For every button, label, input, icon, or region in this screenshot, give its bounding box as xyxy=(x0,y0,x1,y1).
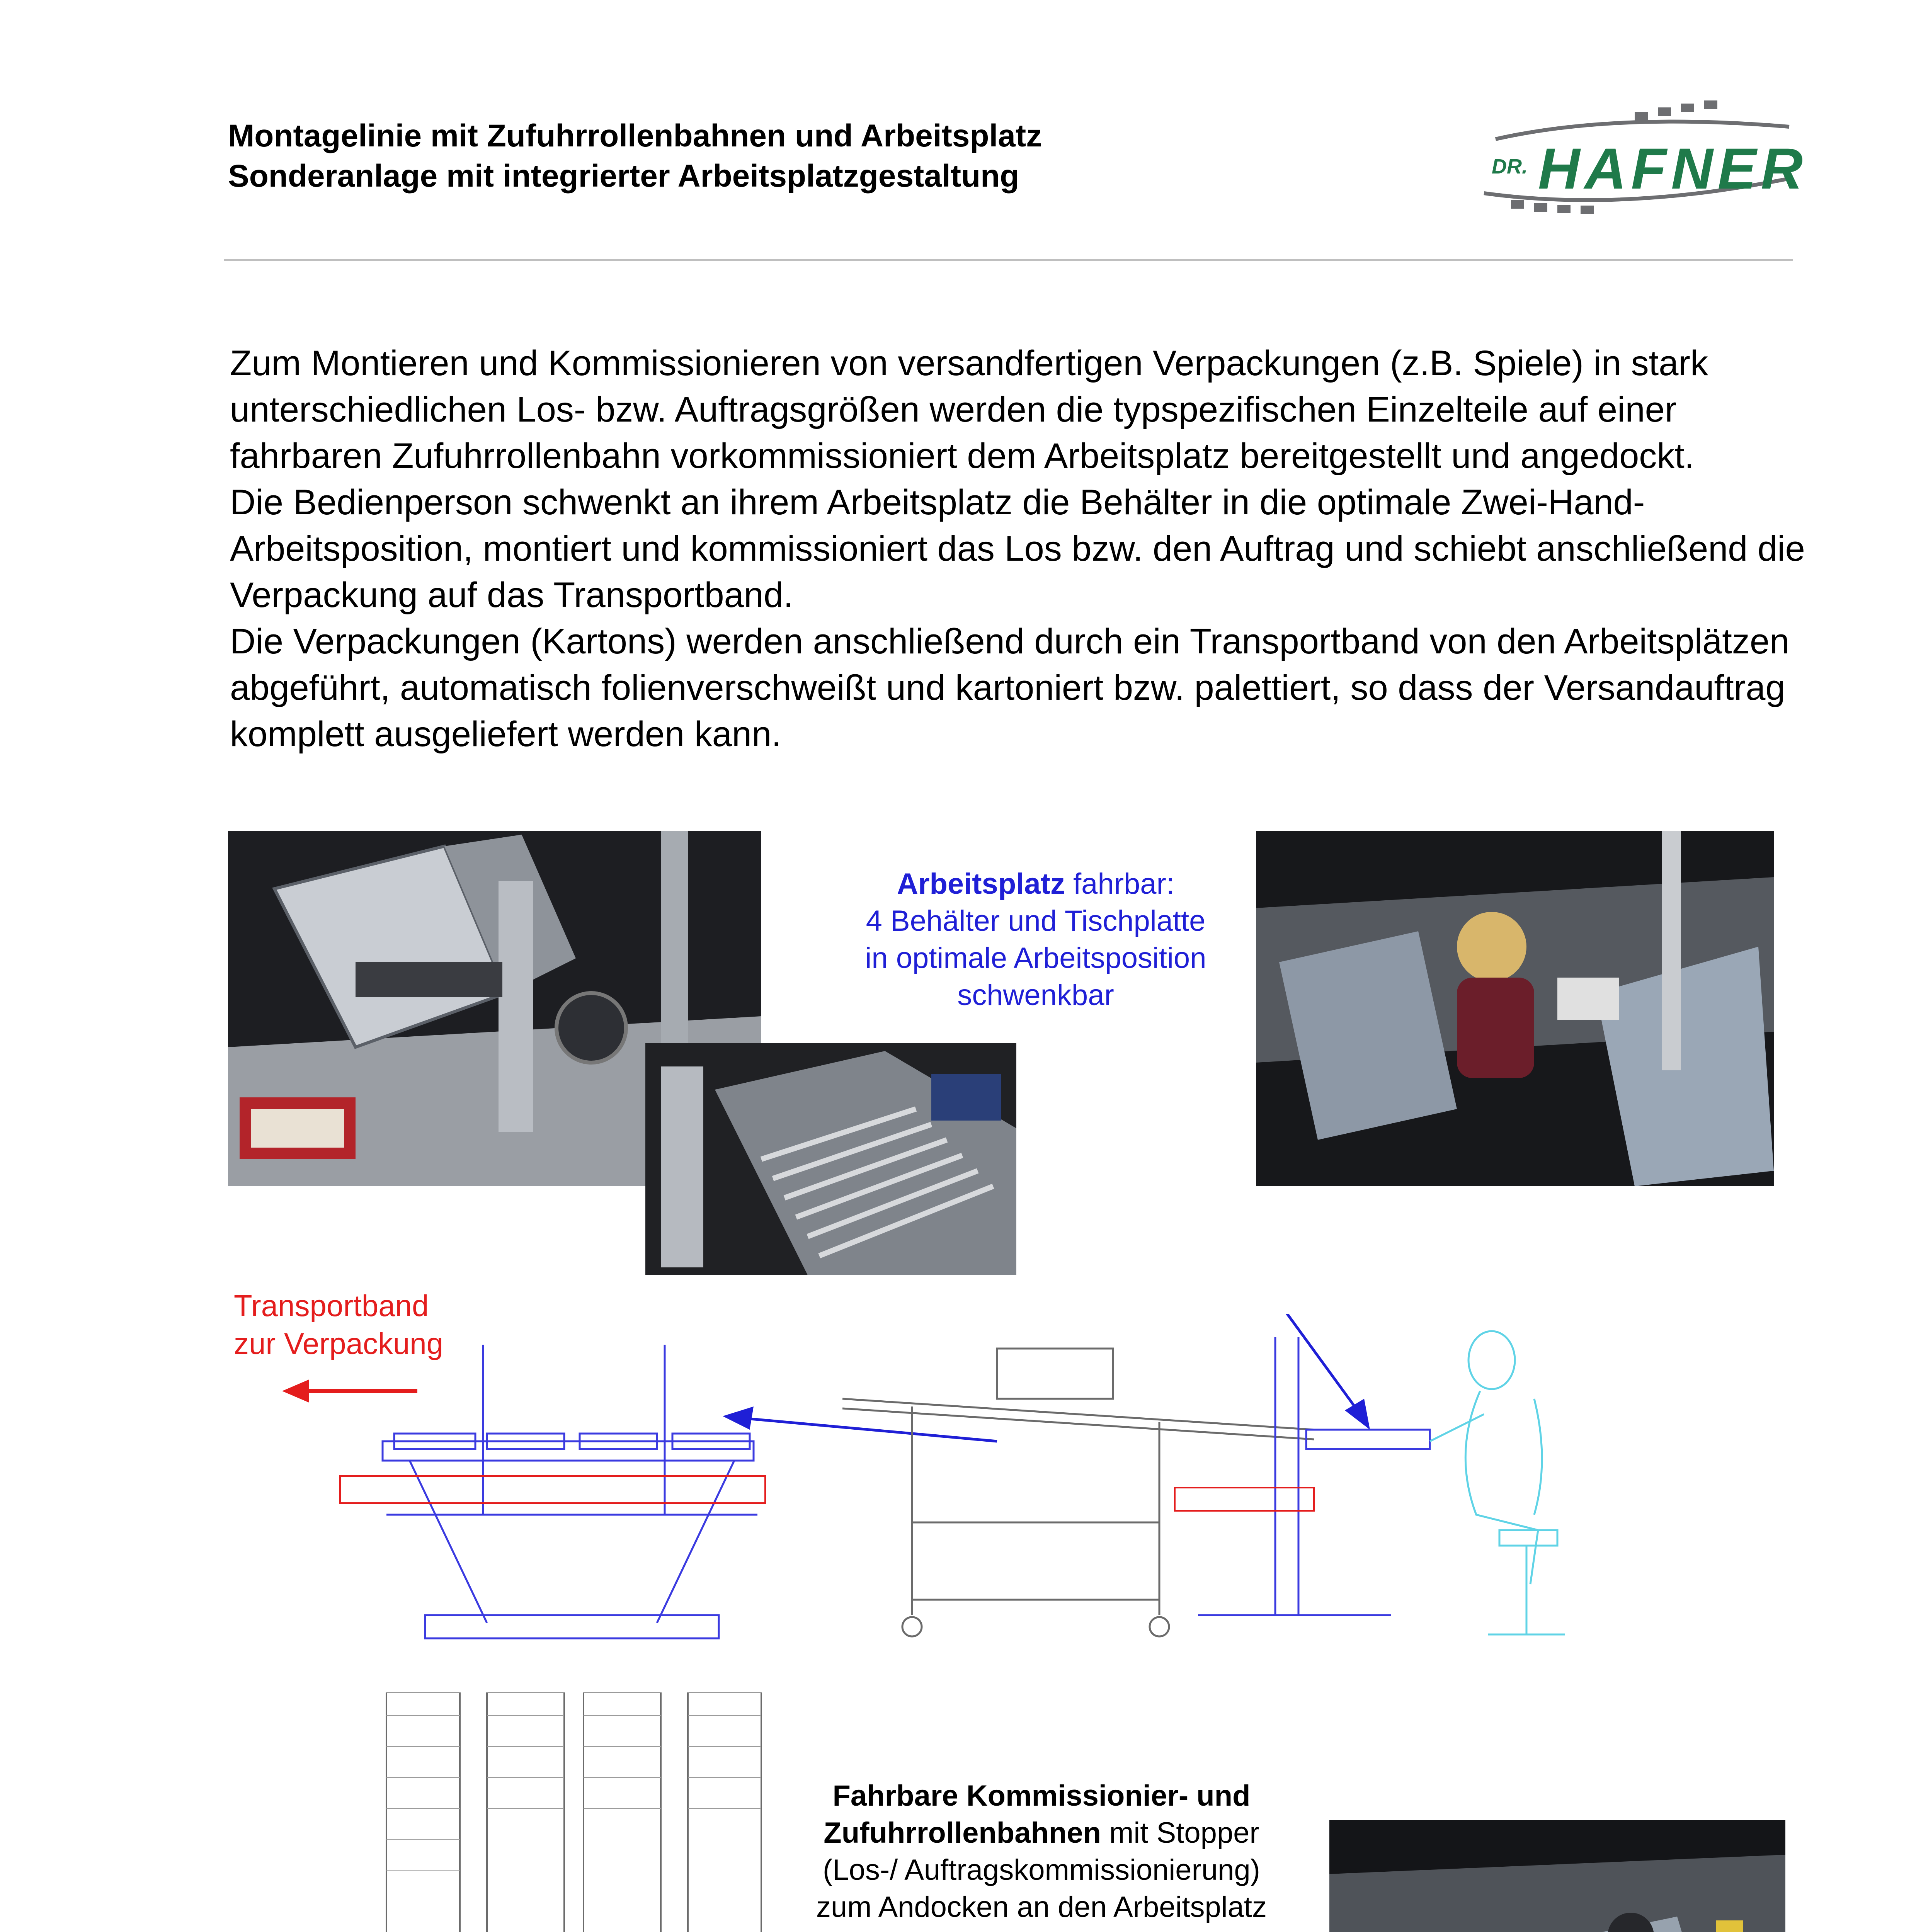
top-view-drawing xyxy=(348,1692,804,1932)
page-subtitle: Sonderanlage mit integrierter Arbeitsplatzgestaltung xyxy=(228,158,1019,194)
intro-paragraph: Die Verpackungen (Kartons) werden anschließend durch ein Transportband von den Arbeitsplätzen abgeführt, automatisch folienverschweißt und kartoniert bzw. palettiert, so dass der Versandauftrag komplett ausgeliefert werden kann. xyxy=(230,622,1790,754)
photo-operator xyxy=(1256,831,1774,1186)
photo-roller-conveyor xyxy=(645,1043,1016,1275)
callout-rollers xyxy=(781,1777,1302,1926)
callout-rollers-line: (Los-/ Auftragskommissionierung) xyxy=(823,1854,1260,1886)
callout-workplace-rest: fahrbar: xyxy=(1065,867,1174,900)
page-title: Montagelinie mit Zufuhrrollenbahnen und Arbeitsplatz xyxy=(228,118,1042,153)
header-divider xyxy=(224,259,1793,261)
logo-name: HAFNER xyxy=(1538,136,1807,201)
callout-conveyor-line: zur Verpackung xyxy=(234,1327,444,1361)
callout-rollers-bold: Zufuhrrollenbahnen xyxy=(824,1816,1101,1849)
side-view-drawings xyxy=(0,1314,1916,1700)
logo-prefix: DR. xyxy=(1492,155,1528,178)
intro-text xyxy=(230,340,1807,757)
photo-operators-line xyxy=(1329,1820,1785,1932)
callout-workplace-bold: Arbeitsplatz xyxy=(897,867,1065,900)
callout-workplace-line: 4 Behälter und Tischplatte xyxy=(866,905,1206,937)
operator-outline xyxy=(1430,1331,1565,1634)
intro-paragraph: Die Bedienperson schwenkt an ihrem Arbeitsplatz die Behälter in die optimale Zwei-Hand-Arbeitsposition, montiert und kommissioniert das Los bzw. den Auftrag und schiebt anschließend die Verpackung auf das Transportband. xyxy=(230,483,1805,615)
intro-paragraph: Zum Montieren und Kommissionieren von versandfertigen Verpackungen (z.B. Spiele) in stark unterschiedlichen Los- bzw. Auftragsgrößen werden die typspezifischen Einzelteile auf einer fahrbaren Zufuhrrollenbahn vorkommissioniert dem Arbeitsplatz bereitgestellt und angedockt. xyxy=(230,344,1708,476)
callout-conveyor-line: Transportband xyxy=(234,1289,429,1323)
callout-workplace xyxy=(823,866,1248,1014)
callout-rollers-rest: mit Stopper xyxy=(1101,1816,1259,1849)
callout-workplace-line: schwenkbar xyxy=(957,979,1114,1012)
callout-rollers-bold: Fahrbare Kommissionier- und xyxy=(832,1779,1251,1812)
callout-rollers-line: zum Andocken an den Arbeitsplatz xyxy=(816,1891,1267,1923)
callout-workplace-line: in optimale Arbeitsposition xyxy=(865,942,1206,975)
company-logo xyxy=(1461,97,1807,236)
